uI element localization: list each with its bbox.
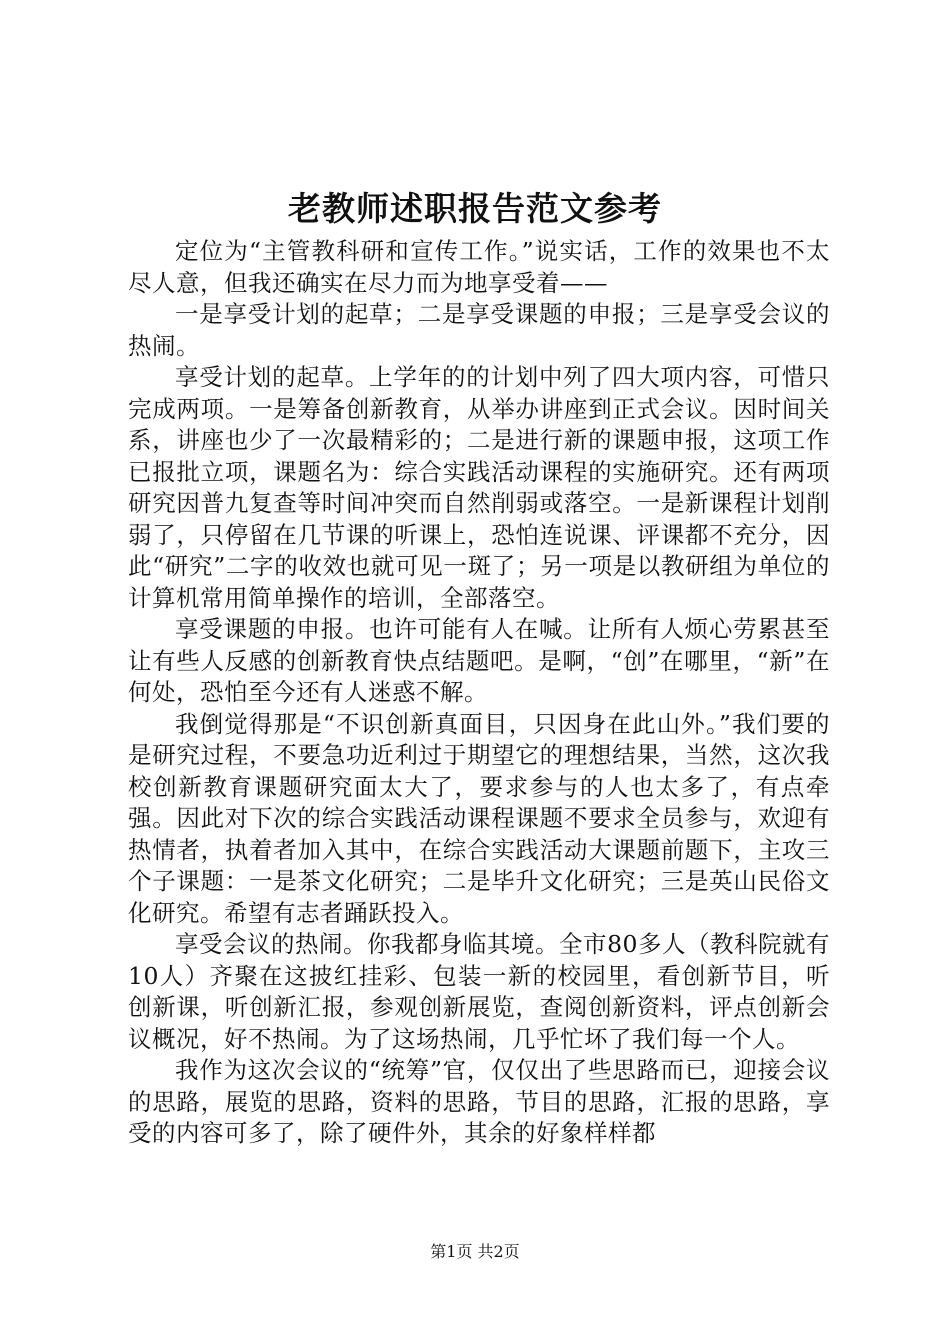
paragraph: 我作为这次会议的“统筹”官，仅仅出了些思路而已，迎接会议的思路，展览的思路，资料的思路，节目的思路，汇报的思路，享受的内容可多了，除了硬件外，其余的好象样样都 <box>128 1056 830 1147</box>
document-body <box>128 236 830 1150</box>
paragraph: 享受会议的热闹。你我都身临其境。全市80多人（教科院就有10人）齐聚在这披红挂彩、包装一新的校园里，看创新节目，听创新课，听创新汇报，参观创新展览，查阅创新资料，评点创新会议概况，好不热闹。为了这场热闹，几乎忙坏了我们每一个人。 <box>128 930 830 1053</box>
paragraph: 一是享受计划的起草；二是享受课题的申报；三是享受会议的热闹。 <box>128 300 830 360</box>
paragraph: 我倒觉得那是“不识创新真面目，只因身在此山外。”我们要的是研究过程，不要急功近利过于期望它的理想结果，当然，这次我校创新教育课题研究面太大了，要求参与的人也太多了，有点牵强。因此对下次的综合实践活动课程课题不要求全员参与，欢迎有热情者，执着者加入其中，在综合实践活动大课题前题下，主攻三个子课题：一是茶文化研究；二是毕升文化研究；三是英山民俗文化研究。希望有志者踊跃投入。 <box>128 709 830 927</box>
page-footer: 第1页 共2页 <box>430 1242 520 1261</box>
paragraph: 享受计划的起草。上学年的的计划中列了四大项内容，可惜只完成两项。一是筹备创新教育，从举办讲座到正式会议。因时间关系，讲座也少了一次最精彩的；二是进行新的课题申报，这项工作已报批立项，课题名为：综合实践活动课程的实施研究。还有两项研究因普九复查等时间冲突而自然削弱或落空。一是新课程计划削弱了，只停留在几节课的听课上，恐怕连说课、评课都不充分，因此“研究”二字的收效也就可见一斑了；另一项是以教研组为单位的计算机常用简单操作的培训，全部落空。 <box>128 363 830 612</box>
document-title: 老教师述职报告范文参考 <box>288 189 662 228</box>
paragraph: 享受课题的申报。也许可能有人在喊。让所有人烦心劳累甚至让有些人反感的创新教育快点结题吧。是啊，“创”在哪里，“新”在何处，恐怕至今还有人迷惑不解。 <box>128 615 830 706</box>
paragraph: 定位为“主管教科研和宣传工作。”说实话，工作的效果也不太尽人意，但我还确实在尽力而为地享受着—— <box>128 237 830 297</box>
